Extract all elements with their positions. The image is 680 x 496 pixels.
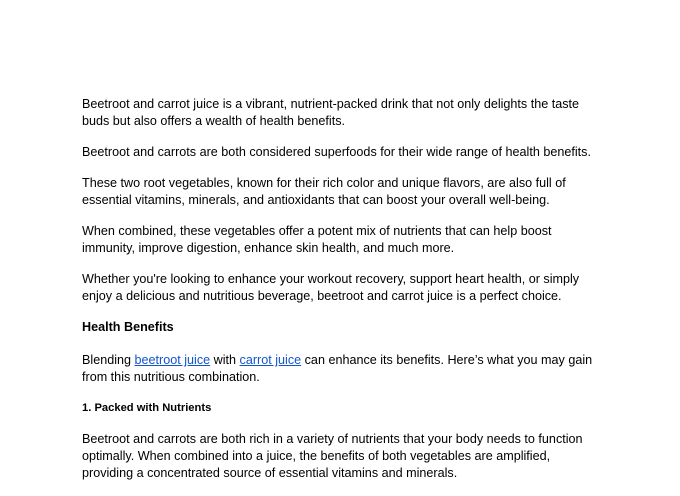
health-benefits-heading: Health Benefits: [82, 320, 174, 334]
intro-paragraph-1: Beetroot and carrot juice is a vibrant, nutrient-packed drink that not only delights the taste buds but also offers a wealth of health benefits.: [82, 97, 580, 128]
document-body: [82, 96, 602, 496]
intro-text-1: Blending: [82, 353, 135, 367]
packed-with-nutrients-heading: 1. Packed with Nutrients: [82, 402, 212, 414]
beetroot-juice-link[interactable]: beetroot juice: [134, 353, 211, 367]
intro-paragraph-2: Beetroot and carrots are both considered superfoods for their wide range of health benefits.: [82, 145, 591, 159]
intro-paragraph-4: When combined, these vegetables offer a potent mix of nutrients that can help boost immunity, improve digestion, enhance skin health, and much more.: [82, 224, 552, 255]
packed-with-nutrients-text: Beetroot and carrots are both rich in a variety of nutrients that your body needs to function optimally. When combined into a juice, the benefits of both vegetables are amplified, providing a concentrated source of essential vitamins and minerals.: [82, 432, 583, 480]
intro-text-3: can enhance its benefits. Here’s what you may gain from this nutritious combination.: [82, 353, 593, 384]
intro-paragraph-5: Whether you're looking to enhance your workout recovery, support heart health, or simply enjoy a delicious and nutritious beverage, beetroot and carrot juice is a perfect choice.: [82, 272, 580, 303]
intro-paragraph-3: These two root vegetables, known for their rich color and unique flavors, are also full of essential vitamins, minerals, and antioxidants that can boost your overall well-being.: [82, 176, 566, 207]
carrot-juice-link[interactable]: carrot juice: [239, 353, 302, 367]
intro-text-2: with: [210, 353, 240, 367]
health-benefits-intro: [82, 352, 602, 386]
